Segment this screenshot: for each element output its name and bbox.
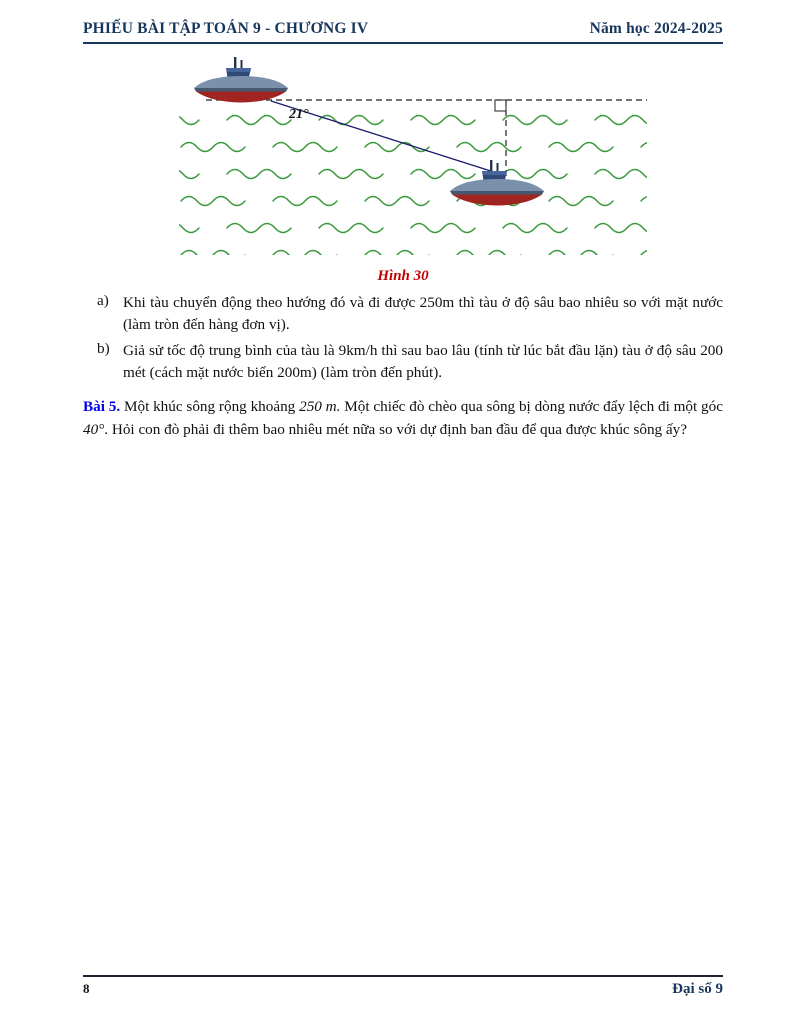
bai5-seg1: Một khúc sông rộng khoảng (120, 398, 300, 416)
right-angle-marker (495, 100, 506, 111)
footer-section-label: Đại số 9 (672, 981, 723, 997)
page-number: 8 (83, 981, 90, 996)
bai5-math1: 250 m. (299, 398, 341, 416)
bai5-math2: 40° (83, 421, 105, 439)
surface-submarine-icon (194, 57, 288, 103)
problem-item-a (83, 292, 723, 335)
problem-item-a-label: a) (97, 292, 109, 309)
angle-label: 21° (289, 107, 309, 122)
bai5-seg3: . Hỏi con đò phải đi thêm bao nhiêu mét nữa so với dự định ban đầu để qua được khúc sông ấy? (104, 421, 688, 439)
problem-bai5 (83, 396, 723, 442)
figure-caption: Hình 30 (377, 268, 429, 284)
submarine-diagram (131, 56, 651, 261)
page-header (83, 20, 723, 44)
problems-content (83, 292, 723, 442)
page-footer (83, 975, 723, 998)
figure-hinh-30 (83, 56, 723, 285)
bai5-label: Bài 5. (83, 398, 121, 416)
header-year: Năm học 2024-2025 (589, 20, 723, 37)
water-waves (179, 110, 647, 255)
figure-canvas-wrap (131, 56, 723, 266)
problem-item-a-text: Khi tàu chuyển động theo hướng đó và đi được 250m thì tàu ở độ sâu bao nhiêu so với mặt nước (làm tròn đến hàng đơn vị). (123, 294, 723, 333)
header-title: PHIẾU BÀI TẬP TOÁN 9 - CHƯƠNG IV (83, 20, 369, 37)
problem-item-b (83, 340, 723, 383)
problem-item-b-text: Giả sử tốc độ trung bình của tàu là 9km/h thì sau bao lâu (tính từ lúc bắt đầu lặn) tàu ở độ sâu 200 mét (cách mặt nước biển 200m) (làm tròn đến phút). (123, 342, 723, 381)
problem-item-b-label: b) (97, 340, 110, 358)
bai5-seg2: Một chiếc đò chèo qua sông bị dòng nước đẩy lệch đi một góc (340, 398, 723, 416)
